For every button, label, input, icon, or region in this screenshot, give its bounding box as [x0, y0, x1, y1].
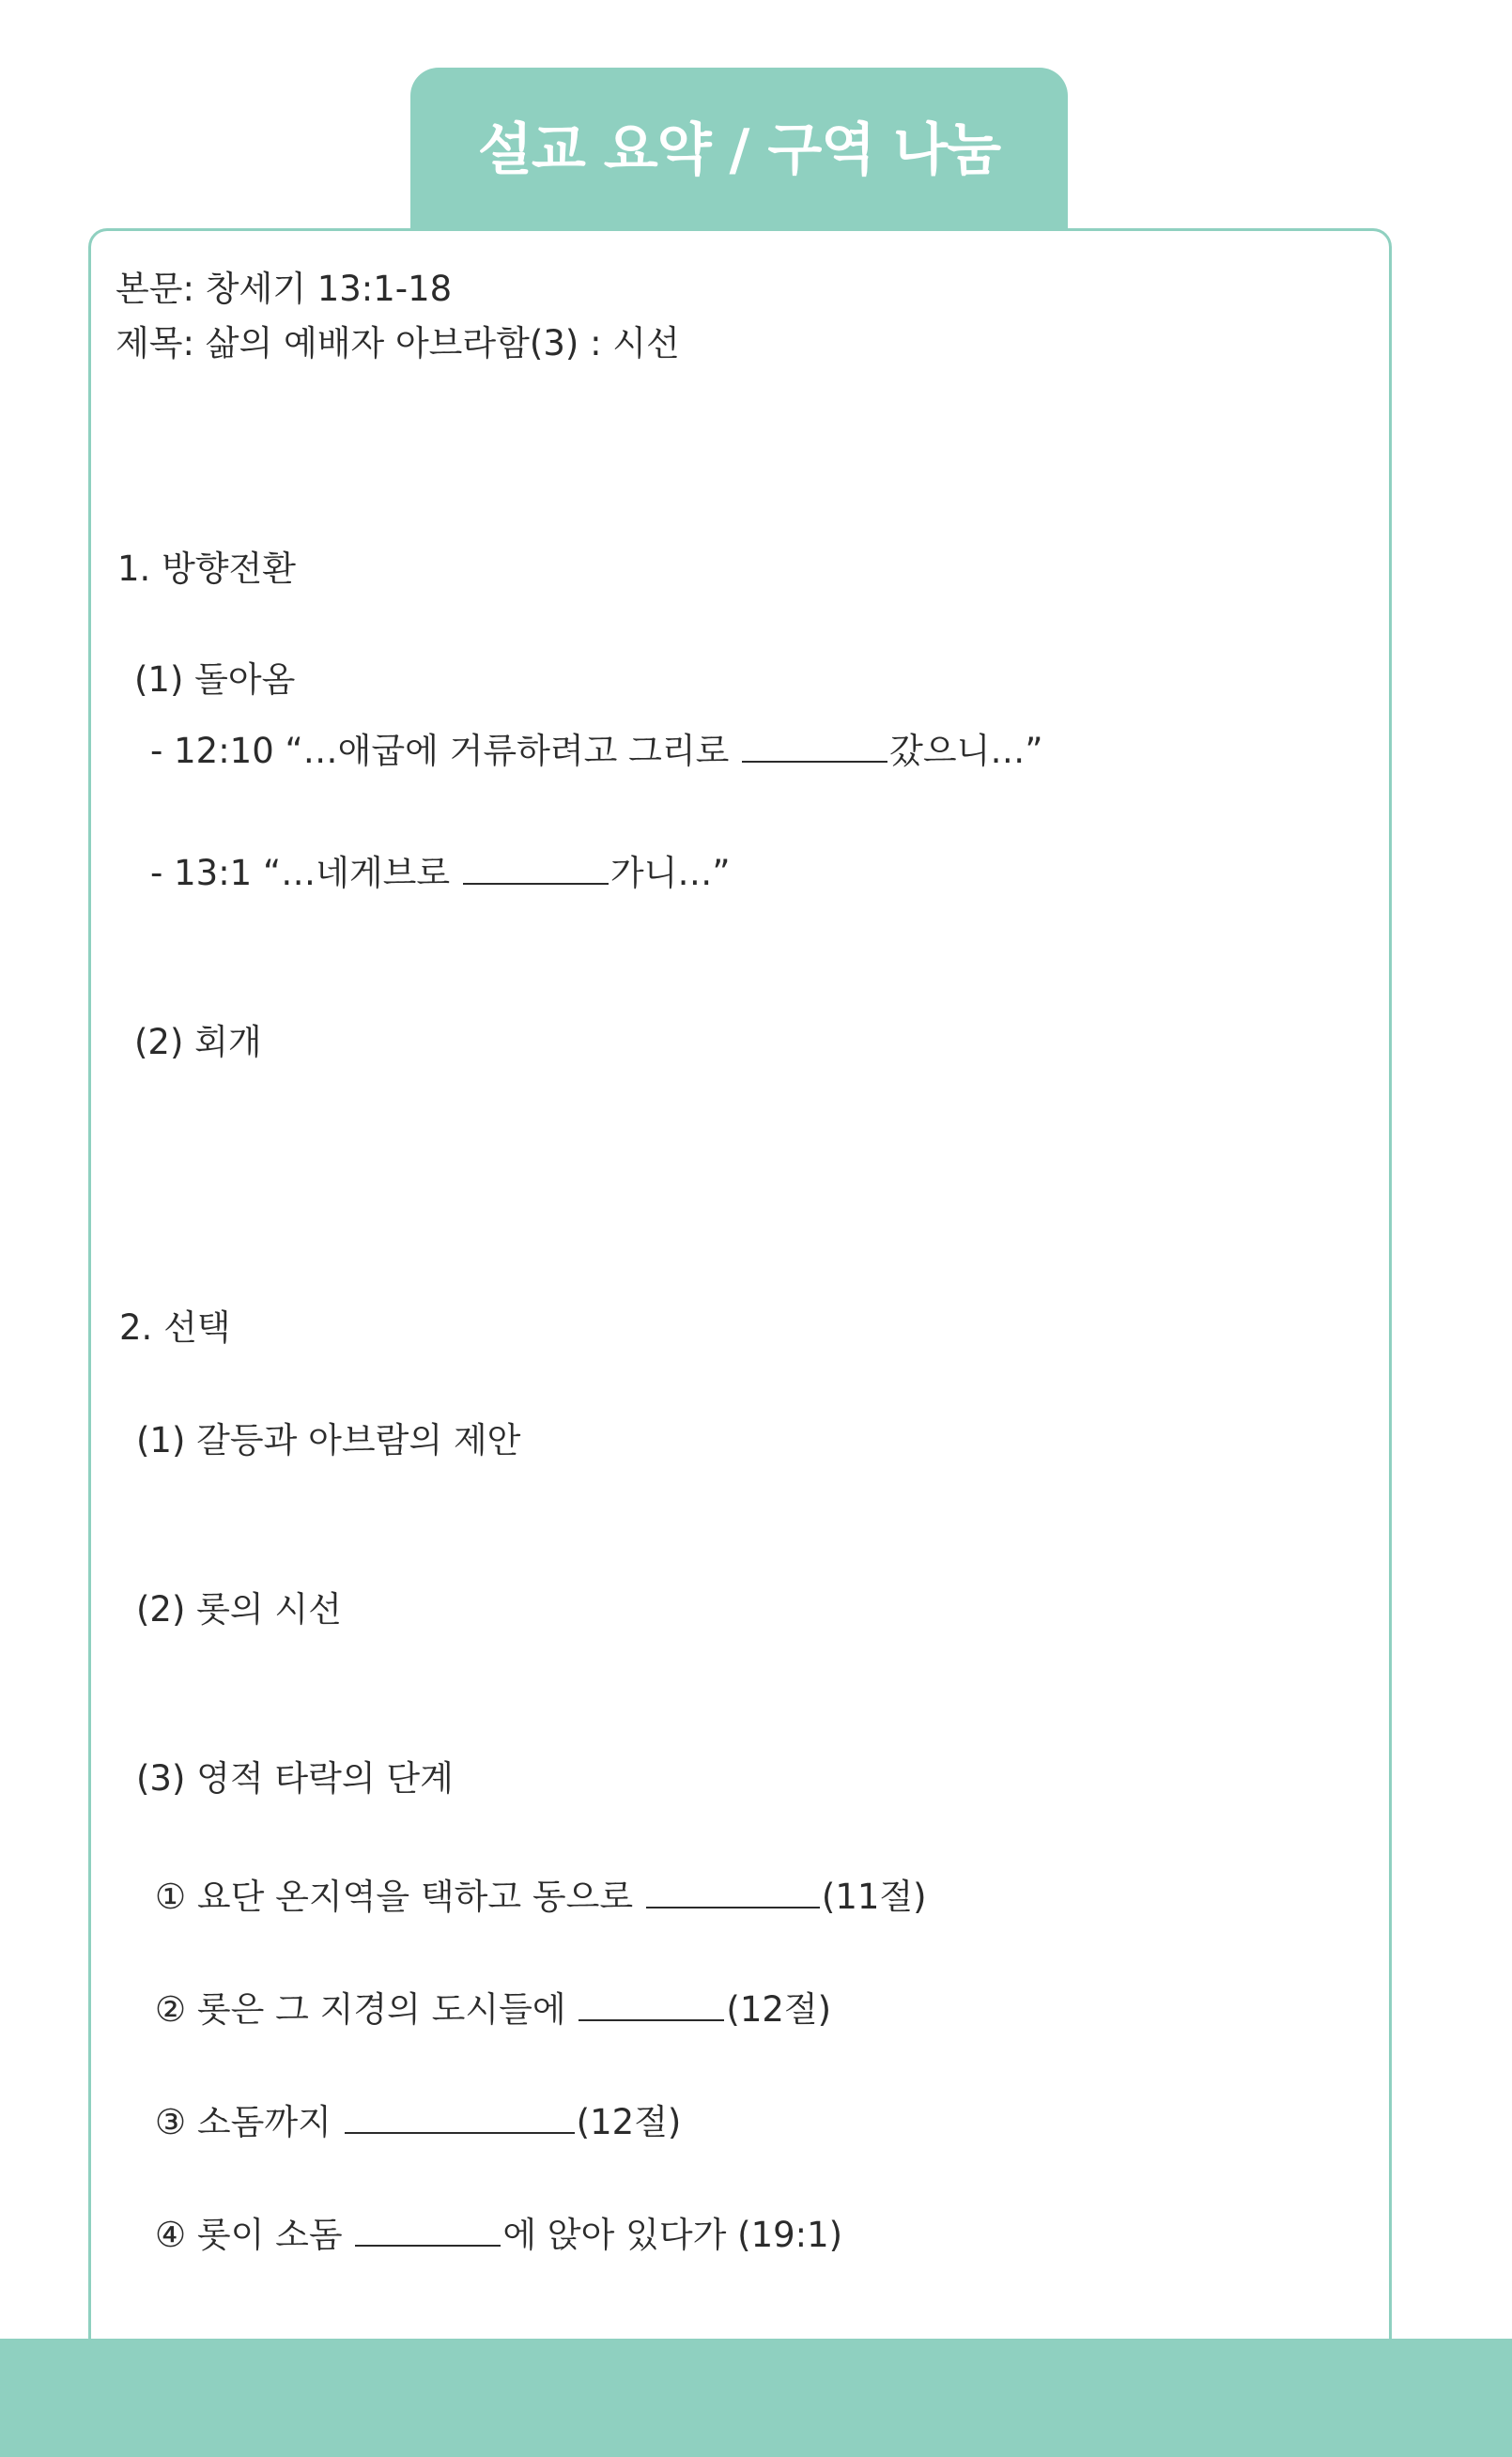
step-text-before: ③ 소돔까지 — [155, 2102, 343, 2142]
item-text-after: 갔으니…” — [889, 731, 1043, 771]
section-2-sub-1-label: (1) 갈등과 아브람의 제안 — [136, 1420, 521, 1460]
header-tab — [410, 68, 1068, 231]
section-2-sub-2-label: (2) 롯의 시선 — [136, 1589, 342, 1630]
step-item — [155, 2100, 681, 2145]
fill-in-blank — [742, 733, 887, 763]
item-text-before: - 12:10 “…애굽에 거류하려고 그리로 — [150, 731, 741, 771]
step-text-after: (12절) — [576, 2102, 682, 2142]
fill-in-blank — [345, 2104, 575, 2134]
fill-in-blank — [355, 2217, 501, 2247]
step-text-before: ① 요단 온지역을 택하고 동으로 — [155, 1877, 644, 1917]
section-1-heading: 1. 방향전환 — [117, 549, 297, 589]
section-1-sub-2-label: (2) 회개 — [134, 1022, 262, 1062]
step-text-after: (11절) — [821, 1877, 927, 1917]
step-text-before: ② 롯은 그 지경의 도시들에 — [155, 1989, 578, 2030]
section-1-sub-1-label: (1) 돌아옴 — [134, 659, 296, 700]
step-text-after: (12절) — [726, 1989, 832, 2030]
section-1-item-2 — [150, 851, 731, 896]
scripture-line: 본문: 창세기 13:1-18 — [116, 269, 453, 309]
section-2-sub-3-label: (3) 영적 타락의 단계 — [136, 1758, 454, 1799]
section-1-item-1 — [150, 729, 1043, 774]
step-text-before: ④ 롯이 소돔 — [155, 2215, 354, 2255]
page-title: 설교 요약 / 구역 나눔 — [477, 117, 1001, 183]
item-text-after: 가니…” — [609, 853, 731, 893]
sermon-title-line: 제목: 삶의 예배자 아브라함(3) : 시선 — [116, 323, 680, 363]
step-text-after: 에 앉아 있다가 (19:1) — [502, 2215, 843, 2255]
fill-in-blank — [646, 1878, 820, 1908]
bottom-band — [0, 2339, 1512, 2457]
item-text-before: - 13:1 “…네게브로 — [150, 853, 461, 893]
fill-in-blank — [579, 1991, 724, 2021]
fill-in-blank — [463, 855, 609, 885]
section-2-heading: 2. 선택 — [119, 1307, 231, 1348]
step-item — [155, 1875, 927, 1920]
step-item — [155, 1987, 831, 2032]
step-item — [155, 2213, 842, 2258]
